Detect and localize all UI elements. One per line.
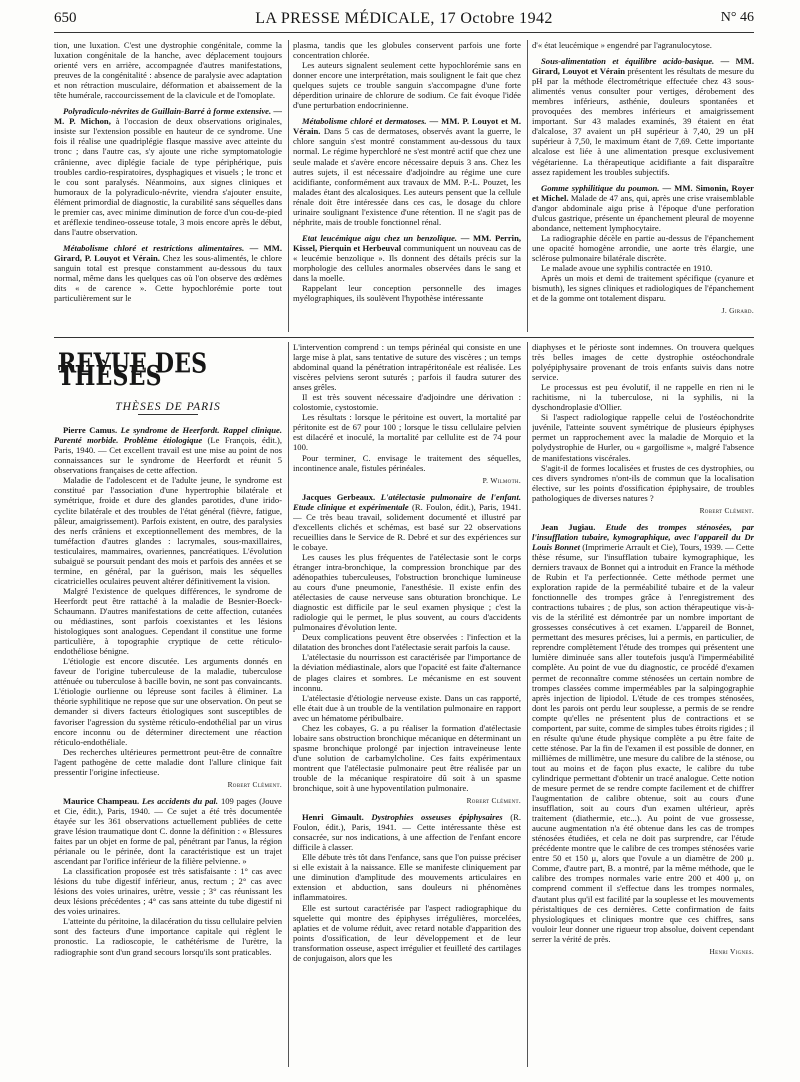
top-column-3 [532, 40, 754, 332]
entry [532, 522, 754, 944]
entry-title: Métabolisme chloré et dermatoses. [302, 116, 427, 127]
paragraph: Malgré l'existence de quelques différences, le syndrome de Heerfordt peut être rattaché à la maladie de Besnier-Boeck-Schaumann. D'autres manifestations de cette affection, cutanées ou médiastines, sont parfois coexistantes et les lésions histologiques sont analogues. Cependant il constitue une forme particulière, à topographie cryptique de cette réticulo-endothéliose bénigne. [54, 585, 282, 657]
entry-text: (R. Foulon, édit.), Paris, 1941. — Ce très beau travail, solidement documenté et illustré par d'excellents clichés et schémas, est basé sur 22 observations recueillies dans le Service de R. Debré et sur des expériences sur le cobaye. [293, 501, 521, 552]
paragraph: Deux complications peuvent être observées : l'infection et la dilatation des bronches dont l'atélectasie serait parfois la cause. [293, 632, 521, 653]
entry-title: Le syndrome de Heerfordt. Rappel clinique. Parenté morbide. Problème étiologique [54, 425, 282, 446]
section-title: REVUE DES THÈSES [58, 347, 208, 393]
paragraph: Les causes les plus fréquentes de l'atélectasie sont le corps étranger intra-bronchique, la compression bronchique par des adénopathies tuberculeuses, l'obstruction bronchique lumineuse au cours d'une pneumonie, l'anesthésie. Il existe enfin des atélectasies de cause nerveuse sans obturation bronchique. Le diagnostic est difficile par le seul examen physique ; c'est la radiologie qui le permet, le plus souvent, au cours d'accidents pulmonaires d'évolution lente. [293, 551, 521, 633]
column-divider [527, 342, 528, 1067]
signature: P. Wilmoth. [482, 475, 521, 485]
entry-authors: Maurice Champeau. [63, 795, 140, 806]
section-subtitle: THÈSES DE PARIS [115, 401, 221, 414]
signature: Henri Vignes. [709, 946, 754, 956]
theses-column-1 [54, 342, 282, 1072]
entry-text: Chez les sous-alimentés, le chlore sanguin total est presque constamment au-dessous du taux normal, même dans les quelques cas où l'on observe des œdèmes dits « de carence ». Cette hypochlorémie porte tout particulièrement sur le [54, 252, 282, 304]
entry-authors: — MM. Girard, P. Louyot et Vérain. [54, 242, 282, 263]
top-column-2 [293, 40, 521, 332]
theses-column-3 [532, 342, 754, 1072]
entry-title: L'atélectasie pulmonaire de l'enfant. Etude clinique et expérimentale [293, 491, 521, 512]
entry-title: Polyradiculo-névrites de Guillain-Barré à forme extensive. [63, 106, 272, 117]
entry-authors: — MM. Girard, Louyot et Vérain [532, 56, 754, 77]
entry-authors: Jacques Gerbeaux. [302, 491, 376, 502]
signature: Robert Clément. [227, 779, 282, 789]
paragraph: Des recherches ultérieures permettront peut-être de connaître l'agent pathogène de cette maladie dont l'allure clinique fait pressentir l'origine infectieuse. [54, 746, 282, 777]
entry-text: (Imprimerie Arrault et Cie), Tours, 1939. — Cette thèse résume, sur l'insufflation tubaire kymographique, les derniers travaux de Bonnet qui a introduit en France la méthode de Rubin et l'a perfectionnée. Cette méthode permet une exploration rapide de la perméabilité tubaire et de la valeur fonctionnelle des trompes grâce à l'enregistrement des contractions tubaires ; de plus, son action thérapeutique vis-à-vis de la stérilité est démontrée par un nombre important de grossesses consécutives à cet examen. L'appareil de Bonnet, permettant des mesures précises, lui a permis, en particulier, de reprendre complètement l'étude des trompes qui présentent une lumière diminuée sans aller toutefois jusqu'à l'imperméabilité complète. Au point de vue du diagnostic, ce procédé d'examen permet de reconnaître comme sténosées un certain nombre de trompes classées comme imperméables par la salpingographie après injection de lipiodol. L'étude de ces trompes sténosées, dont les parois ont perdu leur souplesse, a permis de se rendre compte qu'elles ne présentent plus de contractions et se comportent, par suite, comme de simples tubes étroits rigides ; il en résulte qu'une étude physique complète a pu être faite de cette sténose. Par la fin de l'examen il est possible de donner, en millièmes de millimètre, une mesure du calibre de la sténose, ou tout au moins et de façon plus exacte, le calibre du tube cylindrique permettant d'obtenir un tracé analogue. Cette notion de mesure permet de se rendre compte facilement et de chiffrer l'augmentation de calibre obtenue, soit au cours d'une insufflation, soit au cours d'un examen ultérieur, après traitement (diathermie, etc...). Au point de vue grossesse, aucune augmentation n'a été obtenue dans les cas de trompes sténosées étudiées, et cela ne doit pas surprendre, car l'étude précédente montre que le calibre de ces trompes sténosées varie entre 50 et 150 μ, alors que l'ovule a un diamètre de 200 μ. Comme, d'autre part, B. a montré, par la même méthode, que le calibre des trompes normales varie entre 200 et 400 μ, on comprend comment il s'effectue dans les trompes normales, d'autant plus qu'il est facilité par la souplesse et les mouvements péristaltiques de ces dernières. Cette confirmation de faits physiologiques et cliniques montre que ces chiffres, sans vouloir leur donner une rigueur trop absolue, doivent cependant serrer la vérité de près. [532, 541, 754, 944]
paragraph: Pour terminer, C. envisage le traitement des séquelles, incontinence anale, fistules périnéales. [293, 452, 521, 473]
paragraph: Le processus est peu évolutif, il ne rappelle en rien ni le rachitisme, ni la tuberculose, ni la syphilis, ni la dyschondroplasie d'Ollier. [532, 382, 754, 413]
paragraph: Rappelant leur conception personnelle des images myélographiques, ils soulèvent l'hypothèse intéressante [293, 283, 521, 304]
entry-title: Sous-alimentation et équilibre acido-basique. [541, 56, 715, 67]
entry-authors: — M. P. Michon, [54, 106, 282, 127]
page-number: 650 [54, 10, 77, 26]
page-header [54, 10, 754, 30]
entry-authors: — MM. Simonin, Royer et Michel. [532, 182, 754, 203]
entry [293, 233, 521, 283]
theses-column-2 [293, 342, 521, 1072]
paragraph: Si l'aspect radiologique rappelle celui de l'ostéochondrite juvénile, l'atteinte souvent symétrique de plusieurs épiphyses permet un rapprochement avec la maladie de Morquio et la polydystrophie de Hurler, ou « gargoïlisme », malgré l'absence de manifestations viscérales. [532, 412, 754, 463]
paragraph: L'atélectasie d'étiologie nerveuse existe. Dans un cas rapporté, elle était due à un trouble de la ventilation pulmonaire en rapport avec un hématome péribulbaire. [293, 692, 521, 723]
paragraph: Le malade avoue une syphilis contractée en 1910. [541, 262, 713, 273]
entry-text: (Le François, édit.), Paris, 1940. — Cet excellent travail est une mise au point de nos connaissances sur le syndrome de Heerfordt et réunit 5 observations françaises de cette affection. [54, 435, 282, 476]
entry [293, 116, 521, 227]
entry-authors: Jean Jugiau. [541, 521, 596, 532]
entry-title: Etat leucémique aigu chez un benzolique. [302, 232, 458, 243]
section-rule [54, 337, 754, 338]
column-divider [288, 40, 289, 332]
signature: J. Girard. [721, 306, 754, 316]
header-rule [54, 32, 754, 33]
entry-text: présentent les résultats de mesure du pH par la méthode électrométrique effectuée chez 43 sous-alimentés venus consulter pour vertiges, dérobement des membres inférieurs, asthénie, douleurs spontanées et provoquées des membres inférieurs et amaigrissement important. Sur 43 malades examinés, 39 étaient en état d'alcalose, 37 avaient un pH supérieur à 7,40, 29 un pH supérieur à 7,50, le maximum étant de 7,69. Cette importante alcalose est liée à une alimentation presque exclusivement végétarienne. La thérapeutique acidifiante a fait disparaître assez rapidement les troubles subjectifs. [532, 66, 754, 177]
entry-text: (R. Foulon, édit.), Paris, 1941. — Cette intéressante thèse est consacrée, sur nos indications, à une affection de l'enfant encore difficile à classer. [293, 812, 521, 853]
paragraph: diaphyses et le périoste sont indemnes. On trouvera quelques très belles images de cette dystrophie ostéochondrale polyépiphysaire provenant de trois enfants suivis dans notre service. [532, 342, 754, 383]
issue-number: N° 46 [720, 10, 754, 25]
paragraph: Il est très souvent nécessaire d'adjoindre une dérivation : colostomie, cystostomie. [293, 392, 521, 413]
column-divider [527, 40, 528, 332]
entry-authors: Pierre Camus. [63, 425, 118, 436]
paragraph: L'atteinte du péritoine, la dilacération du tissu cellulaire pelvien sont des facteurs d'une importance capitale qui règlent le pronostic. La radioscopie, le cathétérisme de l'urètre, la radiographie sont d'un grand secours lorsqu'ils sont praticables. [54, 916, 282, 957]
paragraph: Les résultats : lorsque le péritoine est ouvert, la mortalité par péritonite est de 67 pour 100 ; lorsque le tissu cellulaire pelvien est dilacéré et inoculé, la mortalité par cellulite est de 74 pour 100. [293, 412, 521, 453]
entry [532, 183, 754, 233]
entry-text: Malade de 47 ans, qui, après une crise vraisemblable d'angor abdominale aigu prise à l'époque d'une perforation d'ulcus gastrique, présente un épanchement pleural de moyenne abondance, nettement lymphocytaire. [532, 192, 754, 233]
entry-authors: — MM. P. Louyot et M. Vérain. [293, 116, 521, 137]
entry [54, 425, 282, 475]
paragraph: Chez les cobayes, G. a pu réaliser la formation d'atélectasie lobaire sans obstruction bronchique mécanique en déterminant un spasme bronchique prolongé par injection intraveineuse lente d'une solution de carbamylcholine. Ces faits expérimentaux montrent que l'atélectasie pulmonaire peut être réalisée par un trouble de la mécanique respiratoire dû soit à un spasme bronchique, soit à une hypoventilation pulmonaire. [293, 722, 521, 794]
paragraph: d'« état leucémique » engendré par l'agranulocytose. [532, 40, 712, 50]
paragraph: Après un mois et demi de traitement spécifique (cyanure et bismuth), les signes cliniques et radiologiques de l'épanchement et de la gomme ont totalement disparu. [532, 273, 754, 304]
entry [293, 492, 521, 552]
entry-title: Gomme syphilitique du poumon. [541, 182, 660, 193]
journal-title: LA PRESSE MÉDICALE, 17 Octobre 1942 [255, 10, 553, 27]
entry-text: communiquent un nouveau cas de « leucémie benzolique ». Ils donnent des détails précis sur la morphologie des cellules anormales observées dans le sang et dans la moelle. [293, 242, 521, 284]
paragraph: Elle débute très tôt dans l'enfance, sans que l'on puisse préciser si elle existait à la naissance. Elle se manifeste cliniquement par une diminution d'amplitude des mouvements articulaires en extension et abduction, sans douleurs ni phénomènes inflammatoires. [293, 852, 521, 903]
entry-title: Métabolisme chloré et restrictions alimentaires. [63, 242, 245, 253]
entry [54, 796, 282, 866]
paragraph: La classification proposée est très satisfaisante : 1° cas avec lésions du tube digestif inférieur, anus, rectum ; 2° cas avec lésions des voies urinaires, urètre, vessie ; 3° cas réunissant les deux lésions précédentes ; 4° cas sans atteinte du tube digestif ni des voies urinaires. [54, 866, 282, 917]
paragraph: L'étiologie est encore discutée. Les arguments donnés en faveur de l'origine tuberculeuse de la maladie, tuberculose atténuée ou tuberculose à bacille bovin, ne sont pas convaincants. L'étiologie ourlienne ou lépreuse sont faciles à éliminer. La théorie syphilitique ne repose que sur une observation. On peut se demander si divers facteurs étiologiques sont susceptibles de favoriser l'agression du système réticulo-endothélial par un virus encore inconnu ou de déterminer directement une réaction réticulo-endothéliale. [54, 656, 282, 747]
paragraph: Elle est surtout caractérisée par l'aspect radiographique du squelette qui montre des épiphyses irrégulières, morcelées, aplaties et de volume réduit, avec retard notable d'apparition des points d'ossification, de leur développement et de leur transformation osseuse, aspect irrégulier et feuilleté des cartilages de conjugaison, alors que les [293, 902, 521, 963]
paragraph: L'intervention comprend : un temps périnéal qui consiste en une large mise à plat, sans tentative de suture des viscères ; un temps abdominal quand la pénétration intrapéritonéale est réalisée. Les viscères pelviens seront suturés ; parfois il faudra suturer des anses grêles. [293, 342, 521, 393]
entry-title: Les accidents du pal. [141, 795, 219, 806]
entry [532, 56, 754, 177]
column-divider [288, 342, 289, 1067]
signature: Robert Clément. [699, 505, 754, 515]
paragraph: Les auteurs signalent seulement cette hypochlorémie sans en donner encore une interprétation, mais soulignent le fait que chez quelques sujets ce trouble sanguin s'accompagne d'une forte déperdition urinaire de chlorure de sodium. Ce fait évoque l'idée d'une perturbation endocrinienne. [293, 60, 521, 111]
entry-title: Dystrophies osseuses épiphysaires [371, 812, 503, 823]
entry-authors: — MM. Perrin, Kissel, Pierquin et Herbeuval [293, 232, 521, 253]
entry-title: Etude des trompes sténosées, par l'insufflation tubaire, kymographique, avec l'appareil du Dr Louis Bonnet [532, 521, 754, 552]
paragraph: plasma, tandis que les globules conservent parfois une forte concentration chlorée. [293, 40, 521, 61]
entry [54, 106, 282, 237]
paragraph: S'agit-il de formes localisées et frustes de ces dystrophies, ou ces divers syndromes n'ont-ils de commun que la localisation élective, sur les points d'ossification épiphysaire, de troubles pathologiques de diverses natures ? [532, 462, 754, 503]
entry-text: Dans 5 cas de dermatoses, observés avant la guerre, le chlore sanguin s'est montré constamment au-dessous du taux normal. Le régime hyperchloré ne s'est montré actif que chez une seule malade et s'avère encore nécessaire depuis 3 ans. Chez les autres sujets, il est nécessaire d'adjoindre au régime une cure acidifiante, conformément aux travaux de MM. P.-L. Pouzet, les malades étant des alcalosiques. Les auteurs pensent que la cellule rénale doit être intéressée dans ces cas, le dosage du chlore urinaire soulignant l'existence d'une rétention. Il ne s'agit pas de néphrite, mais de trouble fonctionnel rénal. [293, 126, 521, 227]
entry [293, 812, 521, 852]
paragraph: La radiographie décèle en partie au-dessus de l'épanchement une opacité homogène arrondie, une aorte très élargie, une sclérose pulmonaire bilatérale discrète. [532, 232, 754, 263]
entry-authors: Henri Gimault. [302, 812, 364, 823]
paragraph: tion, une luxation. C'est une dystrophie congénitale, comme la luxation congénitale de la hanche, avec déplacement toujours orienté vers en arrière, accompagnée d'autres manifestations, preuves de la congénitalité : absence de paralysie avec adaptation et non rétraction musculaire, déformation et abaissement de la tête humérale, raccourcissement de la clavicule et de l'omoplate. [54, 40, 282, 101]
paragraph: L'atélectasie du nourrisson est caractérisée par l'importance de la déviation médiastinale, alors que l'opacité est faite d'alternance de plages claires et sombres. Le mécanisme en est souvent inconnu. [293, 652, 521, 693]
subtitle-rule [138, 414, 198, 415]
paragraph: Maladie de l'adolescent et de l'adulte jeune, le syndrome est constitué par l'association d'une hypertrophie bilatérale et symétrique, froide et dure des glandes parotides, d'une irido-cyclite bilatérale et des troubles de l'état général (fièvre, fatigue, pâleur, amaigrissement). Parfois existent, en outre, des paralysies des nerfs crâniens et exceptionnellement des membres, de la tuméfaction d'autres glandes : lacrymales, sous-maxillaires, testiculaires, mammaires, ovariennes, pancréatiques. L'évolution subaiguë se poursuit pendant des mois et parfois des années et se termine, en général, par la guérison, mais les séquelles cicatricielles oculaires peuvent altérer définitivement la vision. [54, 475, 282, 586]
entry-text: à l'occasion de deux observations originales, insiste sur l'extension possible en hauteur de ce syndrome. Une fois il réalise une quadriplégie flasque massive avec atteinte du tronc ; dans l'autre cas, s'y ajoute une riche symptomatologie crânienne, avec diplégie faciale de type périphérique, puis troubles cardio-respiratoires, dysphagiques et visuels ; le tronc et le cou sont paralysés. Néanmoins, aux signes cliniques et humoraux de la polyradiculo-névrite, viendra s'ajouter ensuite, élément primordial de diagnostic, la curabilité sans séquelles dans le premier cas, avec minime diminution de force d'un cou-de-pied et aréflexie tendineo-osseuse totale, 3 mois encore après le début, dans l'autre observation. [54, 116, 282, 237]
entry-text: 109 pages (Jouve et Cie, édit.), Paris, 1940. — Ce sujet a été très documentée étayée sur les 361 observations actuellement publiées de cette grave lésion traumatique dont C. donne la définition : « Blessures faites par un objet en forme de pal, pénétrant par l'anus, la région périanale ou le périnée, dont la caractéristique est un trajet ascendant par l'orifice inférieur de la filière pelvienne. » [54, 795, 282, 867]
entry [54, 243, 282, 303]
signature: Robert Clément. [466, 796, 521, 806]
top-column-1 [54, 40, 282, 332]
